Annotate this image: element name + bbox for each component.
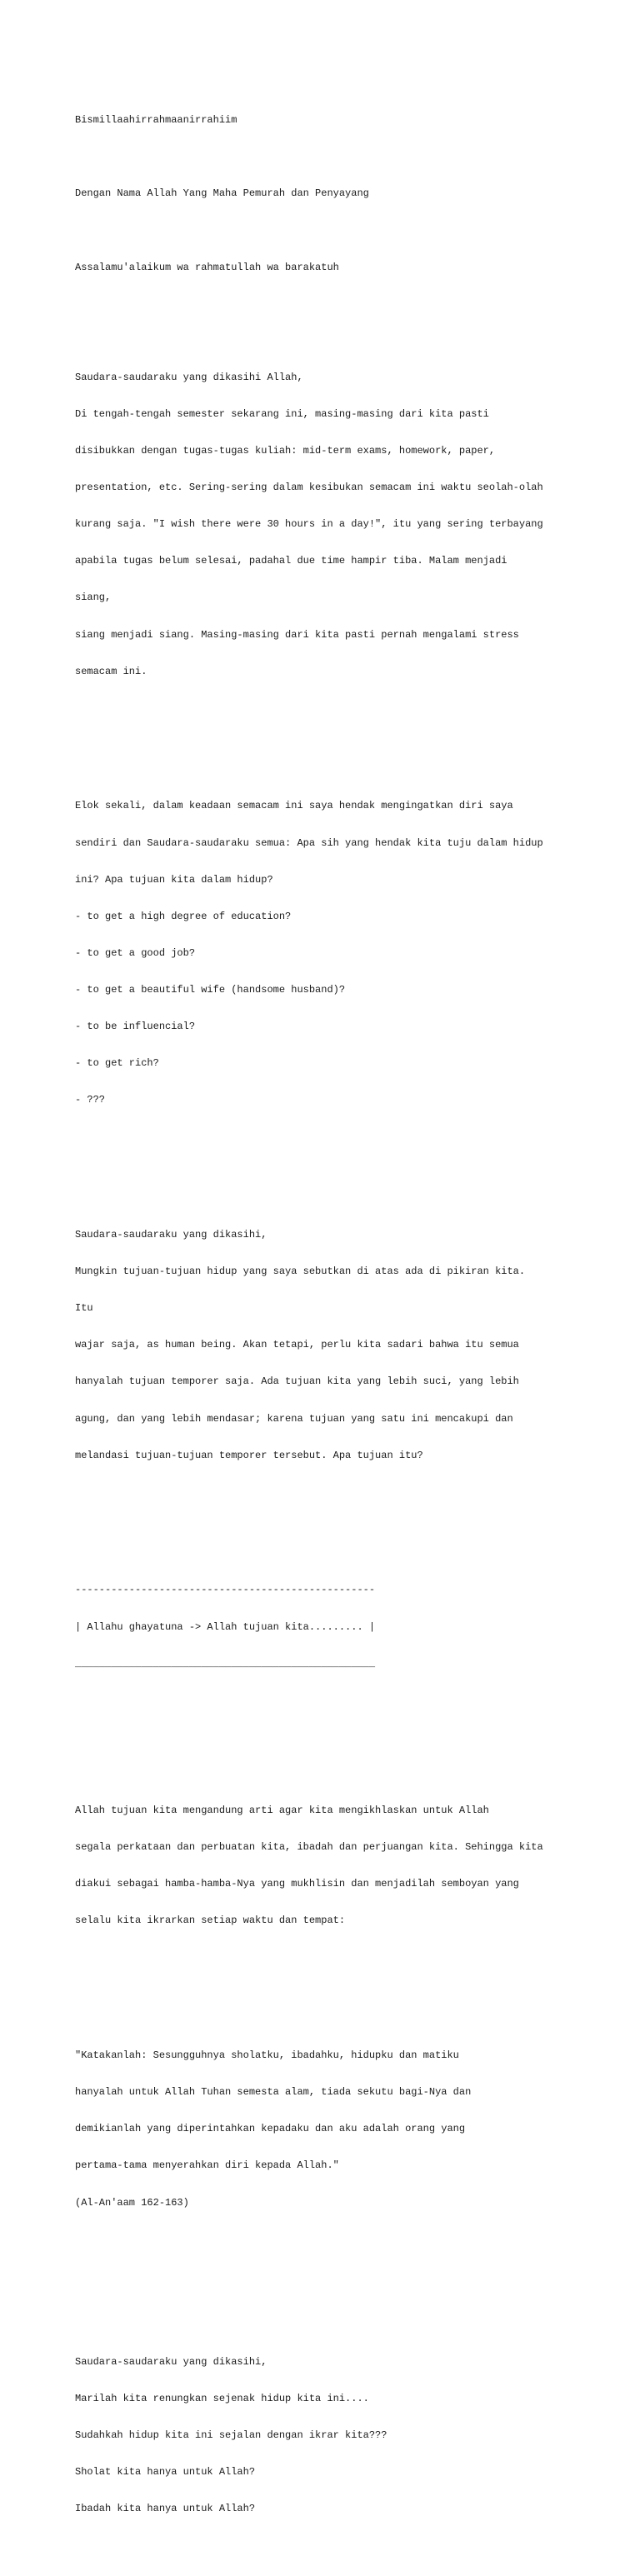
box-top-border: -------------------------------------------------- [75,1584,376,1596]
text-line: presentation, etc. Sering-sering dalam kesibukan semacam ini waktu seolah-olah [75,482,543,494]
quote-line: "Katakanlah: Sesungguhnya sholatku, ibadahku, hidupku dan matiku [75,2049,459,2062]
paragraph-reflection [75,2331,575,2539]
quote-line: hanyalah untuk Allah Tuhan semesta alam, tiada sekutu bagi-Nya dan [75,2086,472,2099]
text-line: hanyalah tujuan temporer saja. Ada tujuan kita yang lebih suci, yang lebih [75,1375,519,1388]
text-line: kurang saja. "I wish there were 30 hours in a day!", itu yang sering terbayang [75,518,543,531]
goal-list-item: - to get a good job? [75,946,196,959]
text-line: wajar saja, as human being. Akan tetapi, perlu kita sadari bahwa itu semua [75,1339,519,1351]
text-line: Di tengah-tengah semester sekarang ini, masing-masing dari kita pasti [75,407,489,420]
goal-list-item: - to get a high degree of education? [75,910,292,922]
text-line: Elok sekali, dalam keadaan semacam ini saya hendak mengingatkan diri saya [75,800,513,812]
text-line: Sholat kita hanya untuk Allah? [75,2465,256,2478]
text-line: agung, dan yang lebih mendasar; karena tujuan yang satu ini mencakupi dan [75,1412,513,1425]
paragraph-temporary-goals [75,1205,575,1486]
goal-list-item: - to be influencial? [75,1021,196,1033]
text-line: disibukkan dengan tugas-tugas kuliah: mid-term exams, homework, paper, [75,445,496,457]
text-line: apabila tugas belum selesai, padahal due time hampir tiba. Malam menjadi [75,555,508,567]
text-line: Itu [75,1302,93,1315]
greeting-line: Assalamu'alaikum wa rahmatullah wa barakatuh [75,261,339,273]
goal-list-item: - to get rich? [75,1057,159,1070]
text-line: sendiri dan Saudara-saudaraku semua: Apa sih yang hendak kita tuju dalam hidup [75,836,543,849]
text-line: semacam ini. [75,665,148,677]
text-line: siang menjadi siang. Masing-masing dari kita pasti pernah mengalami stress [75,628,519,641]
document-body [75,77,575,2576]
box-bottom-border: __________________________________________________ [75,1657,376,1670]
text-line: Saudara-saudaraku yang dikasihi, [75,2355,268,2368]
paragraph-stress [75,347,575,701]
text-line: diakui sebagai hamba-hamba-Nya yang mukhlisin dan menjadilah semboyan yang [75,1878,519,1890]
text-line: siang, [75,592,112,604]
quote-citation: (Al-An'aam 162-163) [75,2196,189,2209]
goal-list-item: - to get a beautiful wife (handsome husband)? [75,983,346,996]
text-line: selalu kita ikrarkan setiap waktu dan tempat: [75,1915,346,1927]
invocation-line: Dengan Nama Allah Yang Maha Pemurah dan Penyayang [75,187,369,200]
quran-quote [75,2025,575,2234]
text-line: melandasi tujuan-tujuan temporer tersebut. Apa tujuan itu? [75,1449,423,1461]
motto-text: | Allahu ghayatuna -> Allah tujuan kita......... | [75,1620,376,1633]
paragraph-life-goals [75,776,575,1131]
text-line: Ibadah kita hanya untuk Allah? [75,2503,256,2515]
text-line: Allah tujuan kita mengandung arti agar kita mengikhlaskan untuk Allah [75,1805,489,1817]
motto-box [75,1560,575,1695]
basmala-line: Bismillaahirrahmaanirrahiim [75,114,238,127]
quote-line: demikianlah yang diperintahkan kepadaku dan aku adalah orang yang [75,2123,466,2135]
quote-line: pertama-tama menyerahkan diri kepada Allah." [75,2159,339,2172]
goal-list-item: - ??? [75,1094,106,1106]
text-line: Marilah kita renungkan sejenak hidup kita ini.... [75,2392,369,2404]
paragraph-meaning [75,1780,575,1952]
text-line: Saudara-saudaraku yang dikasihi Allah, [75,371,303,383]
text-line: Sudahkah hidup kita ini sejalan dengan ikrar kita??? [75,2429,388,2441]
text-line: segala perkataan dan perbuatan kita, ibadah dan perjuangan kita. Sehingga kita [75,1841,543,1854]
text-line: Saudara-saudaraku yang dikasihi, [75,1229,268,1241]
text-line: ini? Apa tujuan kita dalam hidup? [75,873,273,886]
text-line: Mungkin tujuan-tujuan hidup yang saya sebutkan di atas ada di pikiran kita. [75,1266,526,1278]
